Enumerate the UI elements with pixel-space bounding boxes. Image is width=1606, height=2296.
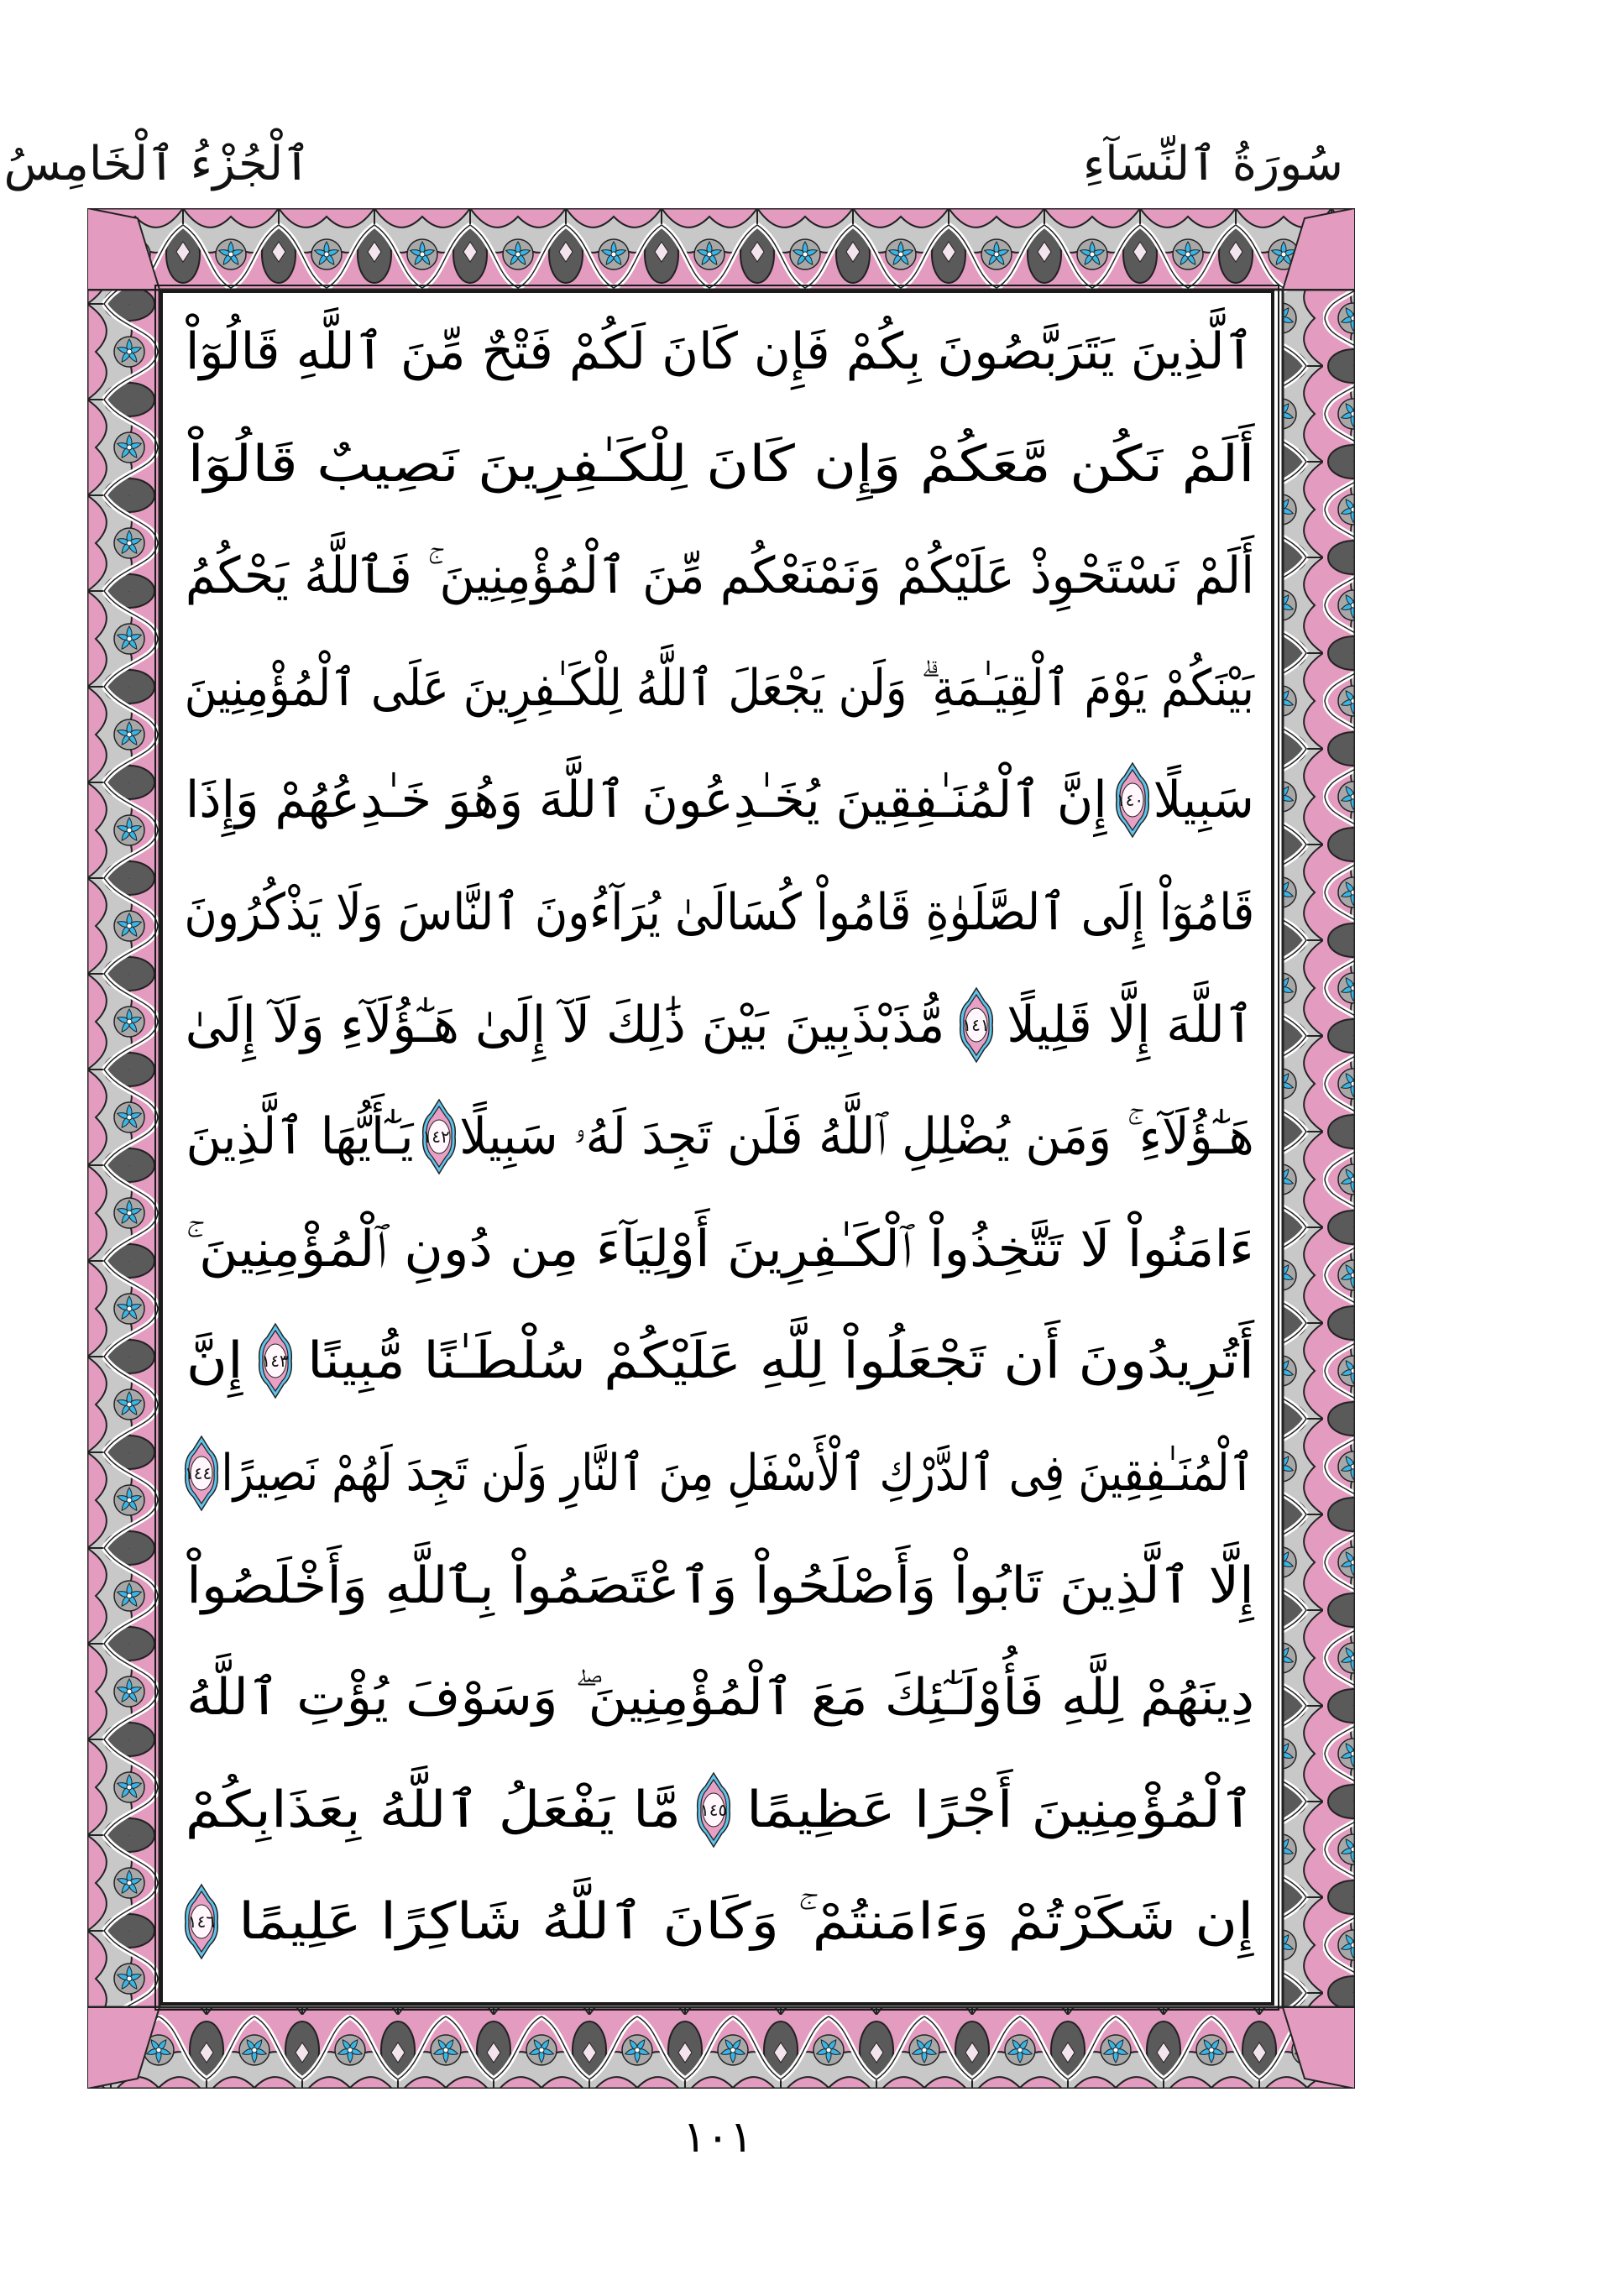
verse-text: ٱلَّذِينَ يَتَرَبَّصُونَ بِكُمْ فَإِن كَانَ لَكُمْ فَتْحٌ مِّنَ ٱللَّهِ قَالُوٓاْ [185, 322, 1254, 381]
ayah-marker [180, 1435, 216, 1512]
verse-line [180, 520, 1259, 632]
verse-text: ٱلْمُنَـٰفِقِينَ فِى ٱلدَّرْكِ ٱلْأَسْفَلِ مِنَ ٱلنَّارِ وَلَن تَجِدَ لَهُمْ نَصِيرًا [221, 1444, 1254, 1503]
verse-text: ٱللَّهَ إِلَّا قَلِيلًا [1007, 995, 1255, 1054]
verse-text: دِينَهُمْ لِلَّهِ فَأُوْلَـٰٓئِكَ مَعَ ٱلْمُؤْمِنِينَ ۖ وَسَوْفَ يُؤْتِ ٱللَّهُ [186, 1668, 1254, 1728]
ayah-marker [254, 1322, 296, 1399]
ayah-number: ١٤٠ [1116, 790, 1144, 811]
verse-line [180, 856, 1259, 969]
ayah-marker [180, 1883, 222, 1960]
verse-text: هَـٰٓؤُلَآءِ ۚ وَمَن يُضْلِلِ ٱللَّهُ فَلَن تَجِدَ لَهُۥ سَبِيلًا [459, 1107, 1254, 1167]
ayah-number: ١٤٦ [187, 1912, 216, 1933]
verse-text: بَيْنَكُمْ يَوْمَ ٱلْقِيَـٰمَةِ ۗ وَلَن يَجْعَلَ ٱللَّهُ لِلْكَـٰفِرِينَ عَلَى ٱلْمُؤْمِنِينَ [184, 658, 1254, 718]
verse-text: أَلَمْ نَسْتَحْوِذْ عَلَيْكُمْ وَنَمْنَعْكُم مِّنَ ٱلْمُؤْمِنِينَ ۚ فَٱللَّهُ يَحْكُمُ [185, 547, 1254, 606]
verse-line [180, 295, 1259, 408]
verse-text: إِن شَكَرْتُمْ وَءَامَنتُمْ ۚ وَكَانَ ٱللَّهُ شَاكِرًا عَلِيمًا [238, 1892, 1254, 1952]
verse-line [180, 744, 1259, 856]
verse-line [180, 1865, 1259, 1978]
verse-line [180, 1193, 1259, 1305]
verse-line [180, 1641, 1259, 1754]
ayah-number: ١٤٢ [422, 1127, 450, 1148]
verse-text: قَامُوٓاْ إِلَى ٱلصَّلَوٰةِ قَامُواْ كُسَالَىٰ يُرَآءُونَ ٱلنَّاسَ وَلَا يَذْكُرُونَ [184, 883, 1255, 942]
ayah-number: ١٤٥ [699, 1799, 728, 1820]
verse-text: مُّذَبْذَبِينَ بَيْنَ ذَٰلِكَ لَآ إِلَىٰ هَـٰٓؤُلَآءِ وَلَآ إِلَىٰ [185, 995, 945, 1054]
page-number: ١٠١ [683, 2112, 753, 2163]
surah-title: سُورَةُ ٱلنِّسَآءِ [1082, 137, 1343, 191]
verse-text: إِنَّ ٱلْمُنَـٰفِقِينَ يُخَـٰدِعُونَ ٱللَّهَ وَهُوَ خَـٰدِعُهُمْ وَإِذَا [185, 771, 1107, 830]
verse-text: إِنَّ [186, 1331, 243, 1391]
ayah-number: ١٤٣ [261, 1351, 289, 1372]
verse-text: ٱلْمُؤْمِنِينَ أَجْرًا عَظِيمًا [745, 1780, 1255, 1839]
verse-line [180, 632, 1259, 745]
verse-text: إِلَّا ٱلَّذِينَ تَابُواْ وَأَصْلَحُواْ وَٱعْتَصَمُواْ بِٱللَّهِ وَأَخْلَصُواْ [186, 1556, 1254, 1615]
ayah-number: ١٤١ [962, 1014, 990, 1035]
juz-title: ٱلْجُزْءُ ٱلْخَامِسُ [3, 137, 311, 191]
verse-line [180, 1080, 1259, 1193]
ayah-marker [1112, 761, 1148, 839]
ayah-marker [693, 1771, 735, 1849]
verse-text: سَبِيلًا [1153, 771, 1254, 830]
verse-text: مَّا يَفْعَلُ ٱللَّهُ بِعَذَابِكُمْ [185, 1780, 682, 1839]
ayah-marker [955, 986, 997, 1064]
verse-line [180, 408, 1259, 520]
verse-line [180, 969, 1259, 1081]
verse-text: أَتُرِيدُونَ أَن تَجْعَلُواْ لِلَّهِ عَلَيْكُمْ سُلْطَـٰنًا مُّبِينًا [306, 1331, 1255, 1391]
verse-line [180, 1530, 1259, 1642]
verse-text: ءَامَنُواْ لَا تَتَّخِذُواْ ٱلْكَـٰفِرِينَ أَوْلِيَآءَ مِن دُونِ ٱلْمُؤْمِنِينَ ۚ [186, 1219, 1255, 1279]
verse-lines [180, 295, 1259, 1991]
verse-line [180, 1754, 1259, 1866]
verse-line [180, 1305, 1259, 1417]
verse-text: أَلَمْ نَكُن مَّعَكُمْ وَإِن كَانَ لِلْكَـٰفِرِينَ نَصِيبٌ قَالُوٓاْ [186, 434, 1255, 494]
verse-line [180, 1417, 1259, 1530]
ayah-marker [418, 1098, 454, 1175]
ayah-number: ١٤٤ [184, 1463, 212, 1483]
verse-text: يَـٰٓأَيُّهَا ٱلَّذِينَ [185, 1107, 414, 1167]
